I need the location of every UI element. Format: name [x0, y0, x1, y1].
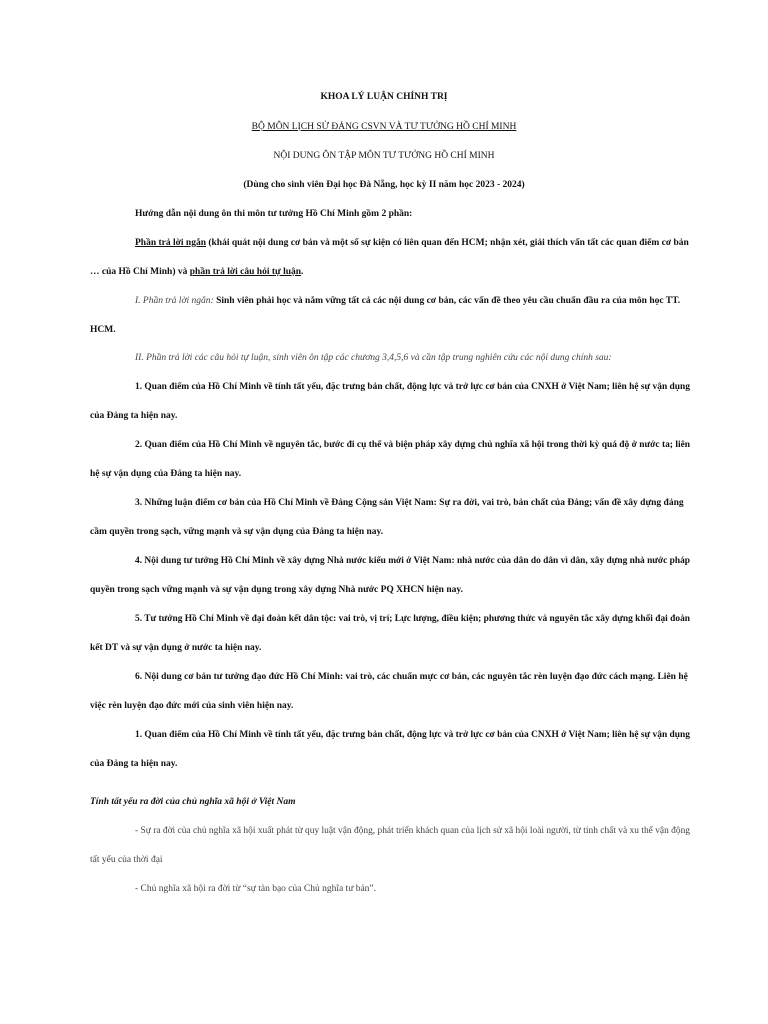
section2-intro: II. Phần trả lời các câu hỏi tự luận, sinh viên ôn tập các chương 3,4,5,6 và cần tập trung nghiên cứu các nội dung chính sau: — [135, 353, 612, 363]
document-subtitle: (Dùng cho sinh viên Đại học Đà Nẵng, học kỳ II năm học 2023 - 2024) — [243, 180, 525, 190]
department-heading: BỘ MÔN LỊCH SỬ ĐẢNG CSVN VÀ TƯ TƯỞNG HỒ CHÍ MINH — [251, 122, 517, 132]
question-1-line1: 1. Quan điểm của Hồ Chí Minh về tính tất yếu, đặc trưng bản chất, động lực và trở lực cơ bản của CNXH ở Việt Nam; liên hệ sự vận dụng — [135, 382, 690, 392]
section1-line — [135, 296, 680, 306]
question-4-line1: 4. Nội dung tư tưởng Hồ Chí Minh về xây dựng Nhà nước kiểu mới ở Việt Nam: nhà nước của dân do dân vì dân, xây dựng nhà nước pháp — [135, 556, 690, 566]
body-heading: Tính tất yếu ra đời của chủ nghĩa xã hội ở Việt Nam — [90, 797, 296, 807]
section1-label: I. Phần trả lời ngắn: — [135, 296, 217, 306]
question-3-line2: cầm quyền trong sạch, vững mạnh và sự vận dụng của Đảng ta hiện nay. — [90, 527, 384, 537]
document-title: NỘI DUNG ÔN TẬP MÔN TƯ TƯỞNG HỒ CHÍ MINH — [273, 151, 495, 161]
part2-end: . — [301, 267, 304, 277]
body-paragraph-2: - Chủ nghĩa xã hội ra đời từ “sự tàn bạo của Chủ nghĩa tư bản”. — [135, 884, 377, 894]
part1-label: Phần trả lời ngắn — [135, 238, 206, 248]
question-1-repeat-line1: 1. Quan điểm của Hồ Chí Minh về tính tất yếu, đặc trưng bản chất, động lực và trở lực cơ bản của CNXH ở Việt Nam; liên hệ sự vận dụng — [135, 730, 690, 740]
question-2-line1: 2. Quan điểm của Hồ Chí Minh về nguyên tắc, bước đi cụ thể và biện pháp xây dựng chủ nghĩa xã hội trong thời kỳ quá độ ở nước ta; liên — [135, 440, 691, 450]
part1-cont: … của Hồ Chí Minh) và — [90, 267, 190, 277]
intro-part1-continuation — [90, 267, 303, 277]
question-6-line2: việc rèn luyện đạo đức mới của sinh viên hiện nay. — [90, 701, 294, 711]
question-3-line1: 3. Những luận điểm cơ bản của Hồ Chí Minh về Đảng Cộng sản Việt Nam: Sự ra đời, vai trò, bản chất của Đảng; vấn đề xây dựng đảng — [135, 498, 684, 508]
body-paragraph-1-line2: tất yếu của thời đại — [90, 855, 163, 865]
question-1-line2: của Đảng ta hiện nay. — [90, 411, 178, 421]
section1-text: Sinh viên phải học và nắm vững tất cả các nội dung cơ bản, các vấn đề theo yêu cầu chuẩn đầu ra của môn học TT. — [216, 296, 681, 306]
body-paragraph-1-line1: - Sự ra đời của chủ nghĩa xã hội xuất phát từ quy luật vận động, phát triển khách quan của lịch sử xã hội loài người, từ tính chất và xu thế vận động — [135, 826, 690, 836]
part2-label: phần trả lời câu hỏi tự luận — [189, 267, 302, 277]
faculty-heading: KHOA LÝ LUẬN CHÍNH TRỊ — [320, 92, 448, 102]
question-4-line2: quyền trong sạch vững mạnh và sự vận dụng trong xây dựng Nhà nước PQ XHCN hiện nay. — [90, 585, 463, 595]
question-2-line2: hệ sự vận dụng của Đảng ta hiện nay. — [90, 469, 242, 479]
question-6-line1: 6. Nội dung cơ bản tư tưởng đạo đức Hồ Chí Minh: vai trò, các chuẩn mực cơ bản, các nguyên tắc rèn luyện đạo đức cách mạng. Liên hệ — [135, 672, 688, 682]
question-5-line2: kết DT và sự vận dụng ở nước ta hiện nay. — [90, 643, 262, 653]
intro-part1-line — [135, 238, 689, 248]
part1-text: (khái quát nội dung cơ bản và một số sự kiện có liên quan đến HCM; nhận xét, giải thích vấn tất các quan điểm cơ bản — [205, 238, 689, 248]
intro-guide: Hướng dẫn nội dung ôn thi môn tư tưởng Hồ Chí Minh gồm 2 phần: — [135, 209, 413, 219]
question-5-line1: 5. Tư tưởng Hồ Chí Minh về đại đoàn kết dân tộc: vai trò, vị trí; Lực lượng, điều kiện; phương thức và nguyên tắc xây dựng khối đại đoàn — [135, 614, 691, 624]
section1-continuation: HCM. — [90, 325, 116, 335]
question-1-repeat-line2: của Đảng ta hiện nay. — [90, 759, 178, 769]
